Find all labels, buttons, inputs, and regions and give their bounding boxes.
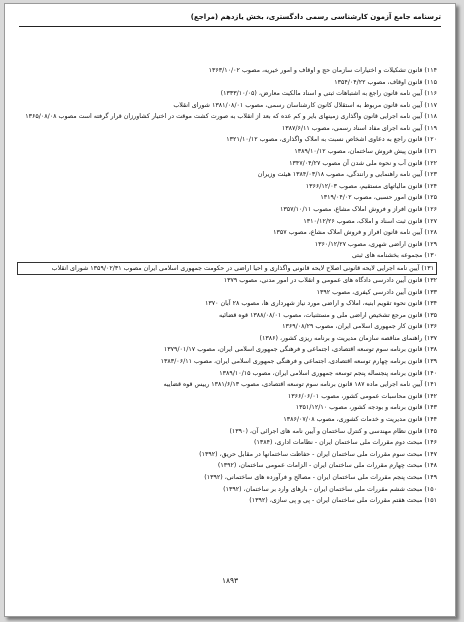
list-item: ۱۱۶) آیین نامه قانون راجع به اشتباهات ثبتی و اسناد مالکیت معارض، (۱۳۳۳/۱۰/۰۵) bbox=[220, 90, 437, 98]
list-item: ۱۳۶) قانون کار جمهوری اسلامی ایران، مصوب ۱۳۶۹/۰۸/۲۹ bbox=[282, 323, 437, 331]
list-item: ۱۲۴) قانون مالیاتهای مستقیم، مصوب ۱۳۶۶/۱۲/۰۳ bbox=[305, 182, 437, 190]
list-item: ۱۴۳) قانون برنامه و بودجه کشور، مصوب ۱۳۵۱/۱۲/۱۰ bbox=[295, 404, 437, 412]
list-item: ۱۴۴) قانون مدیریت و خدمات کشوری، مصوب ۱۳۸۶/۰۷/۰۸ bbox=[283, 416, 437, 424]
list-item: ۱۴۵) قانون نظام مهندسی و کنترل ساختمان و آیین نامه های اجرائی آن، (۱۳۹۰) bbox=[229, 427, 437, 435]
list-item: ۱۳۰) مجموعه بخشنامه های ثبتی bbox=[351, 252, 437, 260]
list-item: ۱۳۲) قانون آیین دادرسی دادگاه های عمومی و انقلاب در امور مدنی، مصوب ۱۳۷۹ bbox=[223, 276, 437, 284]
list-item: ۱۲۵) قانون امور حسبی، مصوب ۱۳۱۹/۰۴/۰۲ bbox=[320, 194, 437, 202]
list-item: ۱۴۸) مبحث چهارم مقررات ملی ساختمان ایران - الزامات عمومی ساختمان، (۱۳۹۲) bbox=[217, 462, 437, 470]
list-item: ۱۵۰) مبحث ششم مقررات ملی ساختمان ایران - بارهای وارد بر ساختمان، (۱۳۹۲) bbox=[223, 485, 437, 493]
reference-list bbox=[17, 65, 437, 507]
list-item: ۱۴۲) قانون محاسبات عمومی کشور، مصوب ۱۳۶۶/۰۶/۰۱ bbox=[287, 392, 437, 400]
list-item: ۱۲۲) قانون آب و نحوه ملی شدن آن مصوب ۱۳۴۷/۰۴/۲۷ bbox=[289, 159, 437, 167]
list-item: ۱۳۳) قانون آیین دادرسی کیفری، مصوب ۱۳۹۲ bbox=[316, 288, 437, 296]
document-page bbox=[4, 3, 456, 617]
list-item: ۱۳۸) قانون برنامه سوم توسعه اقتصادی، اجتماعی و فرهنگی جمهوری اسلامی ایران، مصوب ۱۳۷۹/۰۱/۱۷ bbox=[163, 346, 437, 354]
list-item: ۱۲۹) قانون اراضی شهری، مصوب ۱۳۶۰/۱۲/۲۷ bbox=[314, 240, 437, 248]
list-item: ۱۳۵) قانون مرجع تشخیص اراضی ملی و مستثنیات، مصوب ۱۳۸۸/۰۸/۰۱ قوه قضائیه bbox=[219, 311, 437, 319]
list-item: ۱۱۷) آیین نامه قانون مربوط به استقلال کانون کارشناسان رسمی، مصوب ۱۳۸۱/۰۸/۰۱ شورای انقلاب bbox=[173, 101, 437, 109]
page-header-title: ترسنامه جامع آزمون کارشناسی رسمی دادگستری، بخش یازدهم (مراجع) bbox=[190, 13, 441, 21]
list-item: ۱۲۱) قانون پیش فروش ساختمان، مصوب ۱۳۸۹/۱۰/۱۲ bbox=[294, 147, 437, 155]
list-item: ۱۲۰) قانون راجع به دعاوی اشخاص نسبت به املاک واگذاری، مصوب ۱۳۲۱/۱۰/۱۲ bbox=[226, 136, 437, 144]
list-item: ۱۴۱) آیین نامه اجرایی ماده ۱۸۷ قانون برنامه سوم توسعه اقتصادی، مصوب ۱۳۸۱/۶/۱۳ رییس قوه قضاییه bbox=[163, 381, 437, 389]
header-divider bbox=[19, 26, 441, 27]
list-item: ۱۲۶) قانون افراز و فروش املاک مشاع، مصوب ۱۳۵۷/۱۰/۱۱ bbox=[279, 205, 437, 213]
list-item: ۱۵۱) مبحث هفتم مقررات ملی ساختمان ایران - پی و پی سازی، (۱۳۹۲) bbox=[249, 497, 437, 505]
list-item: ۱۳۹) قانون برنامه چهارم توسعه اقتصادی، اجتماعی و فرهنگی جمهوری اسلامی ایران، مصوب ۱۳۸۳/۰۶/۱۱ bbox=[160, 358, 437, 366]
list-item: ۱۲۳) آیین نامه راهنمایی و رانندگی، مصوب ۱۳۸۴/۰۳/۱۸ هیئت وزیران bbox=[257, 171, 437, 179]
list-item: ۱۴۶) مبحث دوم مقررات ملی ساختمان ایران - نظامات اداری، (۱۳۸۴) bbox=[254, 439, 437, 447]
list-item: ۱۳۴) قانون نحوه تقویم ابنیه، املاک و اراضی مورد نیاز شهرداری ها، مصوب ۲۸ آبان ۱۳۷۰ bbox=[204, 300, 437, 308]
list-item: ۱۱۸) آیین نامه اجرایی قانون واگذاری زمینهای بایر و کم عده که بعد از انقلاب به صورت کشت موقت در اختیار کشاورزان قرار گرفته است مصوب ۱۳۶۵/۰۸/۰۸ bbox=[25, 113, 437, 121]
list-item: ۱۴۷) مبحث سوم مقررات ملی ساختمان ایران - حفاظت ساختمانها در مقابل حریق، (۱۳۹۲) bbox=[199, 450, 437, 458]
page-number: ۱۸۹۳ bbox=[221, 576, 239, 585]
list-item: ۱۱۵) قانون اوقاف، مصوب ۱۳۵۴/۰۴/۲۲ bbox=[334, 78, 437, 86]
list-item: ۱۴۰) قانون برنامه پنجساله پنجم توسعه جمهوری اسلامی ایران، مصوب ۱۳۸۹/۱۰/۱۵ bbox=[219, 369, 437, 377]
list-item: ۱۱۹) آیین نامه اجرای مفاد اسناد رسمی، مصوب ۱۳۸۷/۶/۱۱ bbox=[281, 124, 437, 132]
list-item: ۱۲۸) آیین نامه قانون افراز و فروش املاک مشاع، مصوب ۱۳۵۷ bbox=[273, 229, 437, 237]
list-item: ۱۳۷) راهنمای مناقصه سازمان مدیریت و برنامه ریزی کشور، (۱۳۸۶) bbox=[259, 334, 437, 342]
list-item-highlighted: ۱۳۱) آیین نامه اجرایی لایحه قانونی اصلاح لایحه قانونی واگذاری و احیا اراضی در حکومت جمهوری اسلامی ایران مصوب ۱۳۵۹/۰۲/۳۱ شورای انقلاب bbox=[17, 262, 437, 275]
list-item: ۱۴۹) مبحث پنجم مقررات ملی ساختمان ایران - مصالح و فرآورده های ساختمانی، (۱۳۹۲) bbox=[204, 474, 437, 481]
list-item: ۱۲۷) قانون ثبت اسناد و املاک، مصوب ۱۳۱۰/۱۲/۲۶ bbox=[303, 217, 437, 225]
list-item: ۱۱۴) قانون تشکیلات و اختیارات سازمان حج و اوقاف و امور خیریه، مصوب ۱۳۶۳/۱۰/۰۲ bbox=[208, 67, 437, 74]
